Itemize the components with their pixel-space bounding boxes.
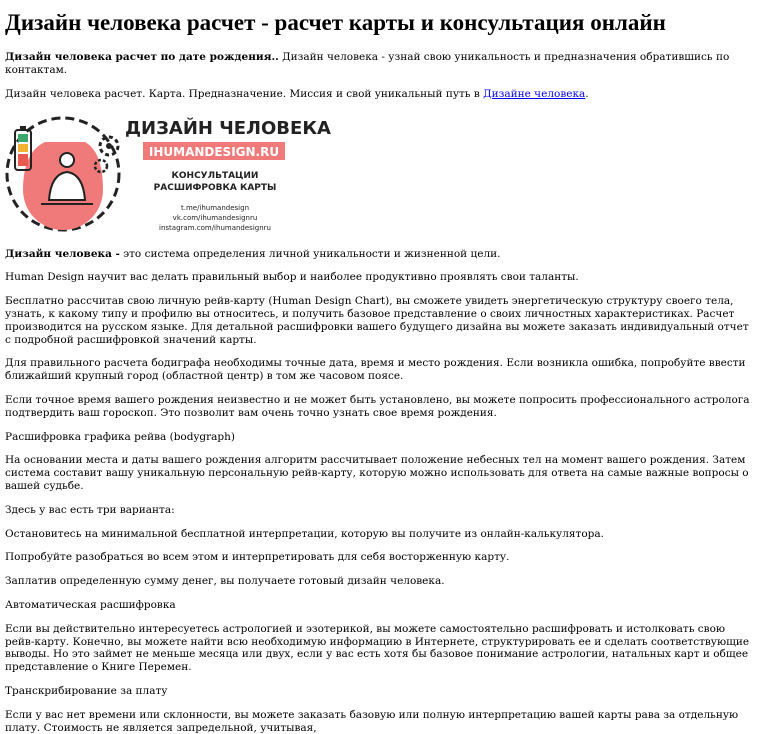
section-heading-bodygraph: Расшифровка графика рейва (bodygraph) [5, 430, 235, 443]
definition-bold: Дизайн человека - [5, 247, 120, 260]
banner-contact-instagram: instagram.com/ihumandesignru [159, 223, 271, 232]
body-paragraph: Бесплатно рассчитав свою личную рейв-карту (Human Design Chart), вы сможете увидеть энергетическую структуру своего тела, узнать, к какому типу и профилю вы относитесь, и получить базовое представление о своих личностных характеристиках. Расчет производится на русском языке. Для детальной расшифровки вашего будущего дизайна вы можете заказать индивидуальный отчет с подробной расшифровкой значений карты. [5, 295, 749, 346]
body-paragraph: Если у вас нет времени или склонности, вы можете заказать базовую или полную интерпретацию вашей карты рава за отдельную плату. Стоимость не является запредельной, учитывая, [5, 708, 739, 734]
body-paragraph: Попробуйте разобраться во всем этом и интерпретировать для себя восторженную карту. [5, 551, 510, 564]
banner-contact-vk: vk.com/ihumandesignru [172, 213, 258, 222]
section-heading-auto: Автоматическая расшифровка [5, 599, 176, 612]
intro-bold: Дизайн человека расчет по дате рождения.. [5, 51, 279, 64]
body-paragraph: Human Design научит вас делать правильный выбор и наиболее продуктивно проявлять свои таланты. [5, 271, 579, 284]
body-paragraph: Здесь у вас есть три варианта: [5, 503, 175, 516]
section-heading-paid: Транскрибирование за плату [5, 685, 168, 698]
body-paragraph: На основании места и даты вашего рождения алгоритм рассчитывает положение небесных тел на момент вашего рождения. Затем система составит вашу уникальную персональную рейв-карту, которую можно использовать для ответа на самые важные вопросы о вашей судьбе. [5, 454, 749, 493]
emblem-icon [7, 118, 119, 230]
banner-line2: РАСШИФРОВКА КАРТЫ [153, 182, 277, 193]
line2-paragraph [5, 88, 755, 101]
body-paragraph: Остановитесь на минимальной бесплатной интерпретации, которую вы получите из онлайн-калькулятора. [5, 527, 604, 540]
ihumandesign-banner [5, 112, 331, 242]
banner-line1: КОНСУЛЬТАЦИИ [171, 170, 259, 181]
banner-title: ДИЗАЙН ЧЕЛОВЕКА [125, 117, 331, 139]
definition-paragraph [5, 248, 755, 261]
intro-text: Дизайн человека - узнай свою уникальность и предназначения обратившись по контактам. [5, 51, 730, 77]
page-title: Дизайн человека расчет - расчет карты и консультация онлайн [5, 10, 666, 35]
line2-end: . [585, 87, 589, 100]
body-paragraph: Если точное время вашего рождения неизвестно и не может быть установлено, вы можете попросить профессионального астролога подтвердить ваш гороскоп. Это позволит вам очень точно узнать свое время рождения. [5, 394, 750, 419]
body-paragraph: Заплатив определенную сумму денег, вы получаете готовый дизайн человека. [5, 575, 445, 588]
banner-contact-telegram: t.me/ihumandesign [180, 203, 250, 212]
intro-paragraph [5, 51, 755, 77]
body-paragraph: Для правильного расчета бодиграфа необходимы точные дата, время и место рождения. Если возникла ошибка, попробуйте ввести ближайший крупный город (областной центр) в том же часовом поясе. [5, 357, 746, 383]
banner-site: IHUMANDESIGN.RU [148, 144, 280, 159]
body-paragraph: Если вы действительно интересуетесь астрологией и эзотерикой, вы можете самостоятельно расшифровать и истолковать свою рейв-карту. Конечно, вы можете найти всю необходимую информацию в Интернете, структурировать ее и сделать соответствующие выводы. Но это займет не меньше месяца или двух, если у вас есть хотя бы базовое понимание астрологии, натальных карт и общее представление о Книге Перемен. [5, 622, 750, 674]
human-design-link[interactable]: Дизайне человека [483, 87, 586, 100]
line2-text: Дизайн человека расчет. Карта. Предназначение. Миссия и свой уникальный путь в [5, 87, 484, 100]
definition-text: это система определения личной уникальности и жизненной цели. [119, 247, 501, 260]
